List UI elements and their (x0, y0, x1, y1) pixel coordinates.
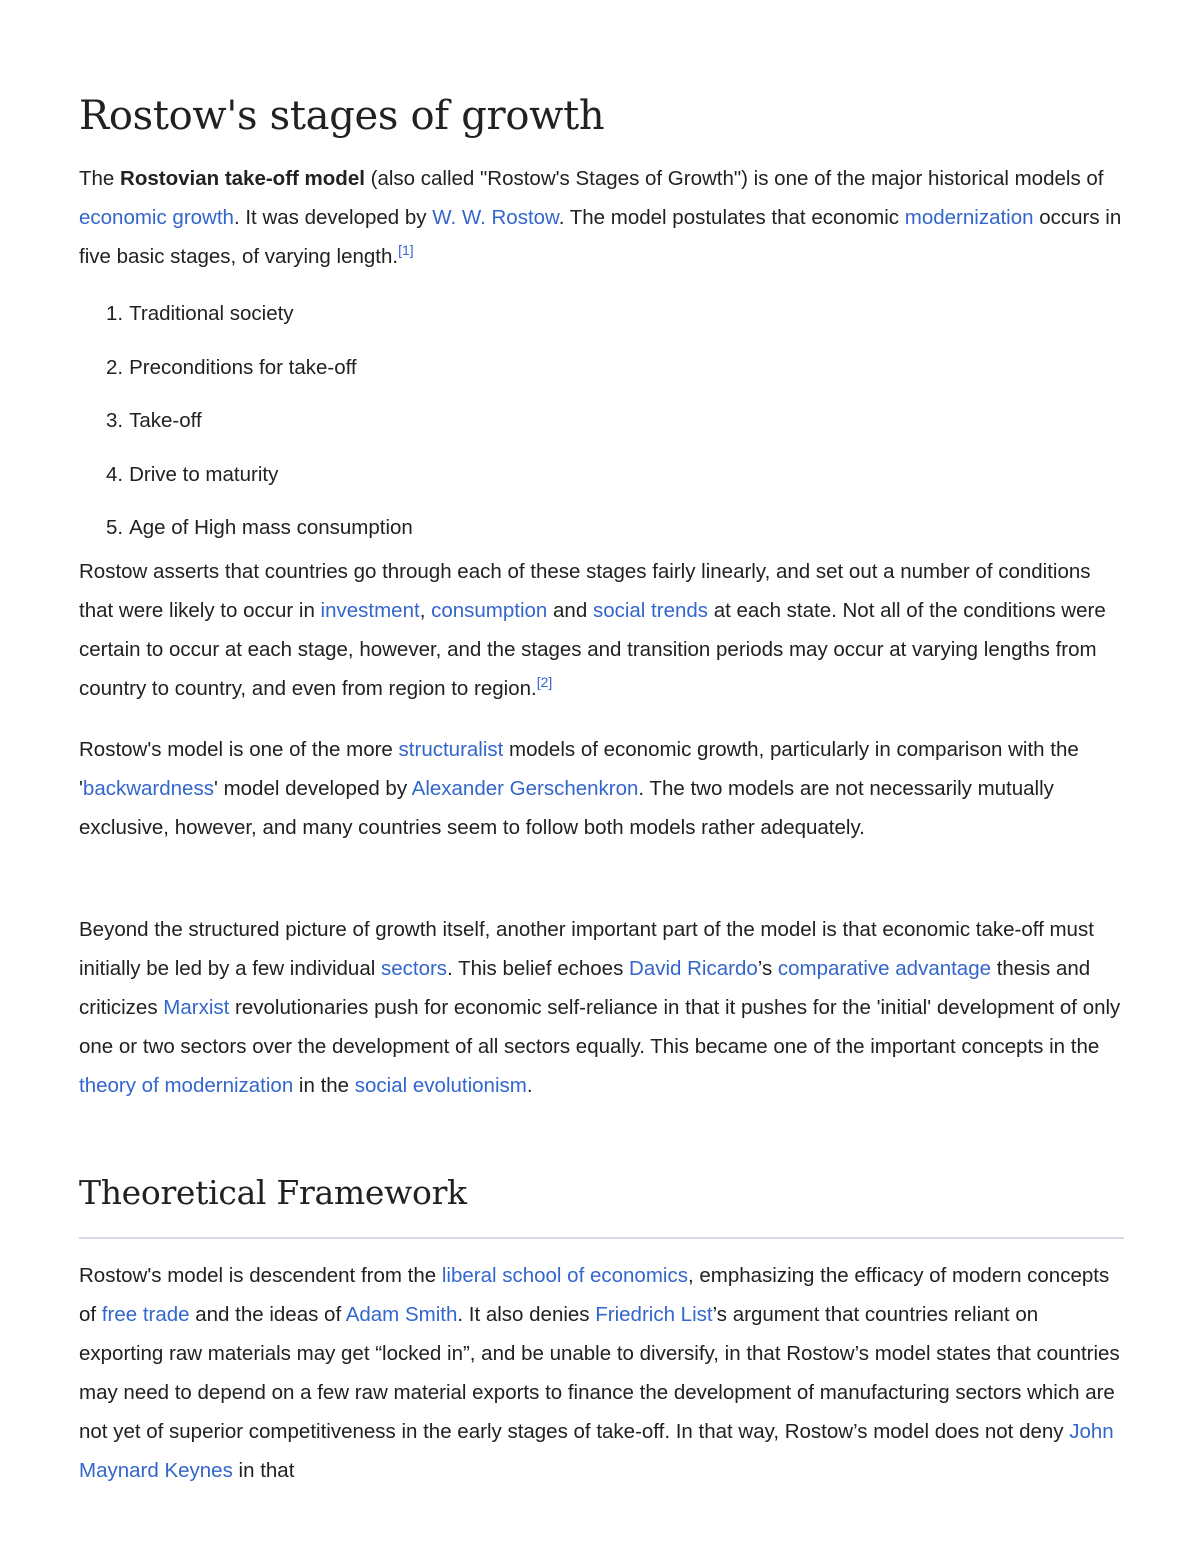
page-title: Rostow's stages of growth (79, 93, 605, 139)
paragraph-stages-linearity: Rostow asserts that countries go through each of these stages fairly linearly, and set out a number of conditions that were likely to occur in investment, consumption and social trends at each state. Not all of the conditions were certain to occur at each stage, however, and the stages and transition periods may occur at varying lengths from country to country, and even from region to region.[2] (79, 560, 1106, 700)
paragraph-structuralist: Rostow's model is one of the more structuralist models of economic growth, particularly in comparison with the 'backwardness' model developed by Alexander Gerschenkron. The two models are not necessarily mutually exclusive, however, and many countries seem to follow both models rather adequately. (79, 738, 1079, 839)
stages-list (79, 287, 413, 555)
link-marxist[interactable]: Marxist (163, 996, 230, 1019)
link-economic-growth[interactable]: economic growth (79, 206, 234, 229)
paragraph-sectors: Beyond the structured picture of growth itself, another important part of the model is that economic take-off must initially be led by a few individual sectors. This belief echoes David Ricardo’s comparative advantage thesis and criticizes Marxist revolutionaries push for economic self-reliance in that it pushes for the 'initial' development of only one or two sectors over the development of all sectors equally. This became one of the important concepts in the theory of modernization in the social evolutionism. (79, 918, 1121, 1097)
reference-1[interactable]: [1] (398, 242, 414, 259)
link-comparative-advantage[interactable]: comparative advantage (777, 957, 992, 980)
link-w-w-rostow[interactable]: W. W. Rostow (432, 206, 559, 229)
list-item: 3. Take-off (106, 409, 202, 432)
link-adam-smith[interactable]: Adam Smith (345, 1303, 458, 1326)
list-item: 2. Preconditions for take-off (106, 355, 357, 379)
link-free-trade[interactable]: free trade (101, 1303, 190, 1326)
list-item: 4. Drive to maturity (106, 462, 279, 486)
link-social-trends[interactable]: social trends (592, 599, 709, 622)
link-sectors[interactable]: sectors (380, 957, 448, 980)
bold-term: Rostovian take-off model (120, 167, 365, 190)
link-theory-of-modernization[interactable]: theory of modernization (79, 1074, 294, 1097)
intro-paragraph: The Rostovian take-off model (also called "Rostow's Stages of Growth") is one of the major historical models of economic growth. It was developed by W. W. Rostow. The model postulates that economic modernization occurs in five basic stages, of varying length.[1] (79, 167, 1122, 268)
link-social-evolutionism[interactable]: social evolutionism (354, 1074, 527, 1097)
link-friedrich-list[interactable]: Friedrich List (595, 1303, 713, 1326)
link-investment[interactable]: investment (320, 599, 420, 622)
link-alexander-gerschenkron[interactable]: Alexander Gerschenkron (411, 777, 639, 800)
list-item: 1. Traditional society (106, 302, 294, 325)
section-heading: Theoretical Framework (79, 1173, 467, 1212)
list-item: 5. Age of High mass consumption (106, 516, 413, 539)
link-structuralist[interactable]: structuralist (398, 738, 504, 761)
link-modernization[interactable]: modernization (904, 206, 1034, 229)
paragraph-theoretical-framework: Rostow's model is descendent from the liberal school of economics, emphasizing the efficacy of modern concepts of free trade and the ideas of Adam Smith. It also denies Friedrich List’s argument that countries reliant on exporting raw materials may get “locked in”, and be unable to diversify, in that Rostow’s model states that countries may need to depend on a few raw material exports to finance the development of manufacturing sectors which are not yet of superior competitiveness in the early stages of take-off. In that way, Rostow’s model does not deny John Maynard Keynes in that (79, 1264, 1120, 1482)
reference-2[interactable]: [2] (536, 674, 553, 691)
link-john-maynard-keynes[interactable]: John Maynard Keynes (79, 1420, 1114, 1482)
link-david-ricardo[interactable]: David Ricardo (629, 957, 758, 980)
link-consumption[interactable]: consumption (431, 599, 548, 622)
link-liberal-school-of-economics[interactable]: liberal school of economics (441, 1264, 688, 1287)
section-divider (79, 1237, 1124, 1239)
link-backwardness[interactable]: backwardness (82, 777, 214, 800)
